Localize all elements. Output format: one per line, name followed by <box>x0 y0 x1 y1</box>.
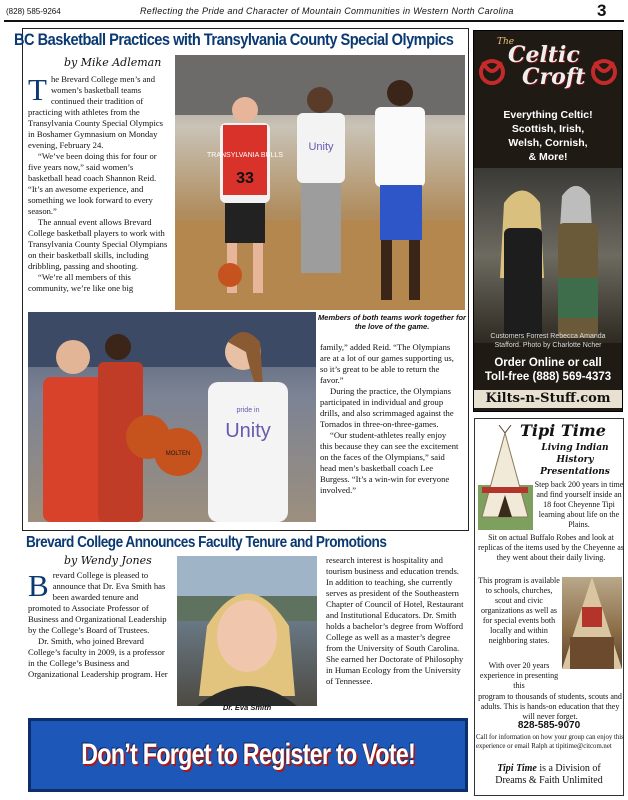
celtic-order-phone: Toll-free (888) 569-4373 <box>484 371 612 383</box>
article1-paragraph: During the practice, the Olympians participated in individual and group drills, and also scrimmaged against the Tornados in three-on-three-games. <box>320 386 454 429</box>
tipi-title: Tipi Time <box>520 421 606 440</box>
tipi-interior-photo <box>562 577 622 669</box>
celtic-order-line: Order Online or call <box>494 357 602 369</box>
header-tagline: Reflecting the Pride and Character of Mountain Communities in Western North Carolina <box>140 6 514 16</box>
tipi-description-2: Sit on actual Buffalo Robes and look at replicas of the items used by the Cheyenne as they went about their daily living. <box>478 533 624 562</box>
photo2-shirt-small: pride in <box>236 407 260 414</box>
photo2-illustration <box>28 312 316 522</box>
article2-dropcap: B <box>28 568 49 603</box>
tipi-footer-line2: Dreams & Faith Unlimited <box>495 775 603 786</box>
celtic-title-line2: Croft <box>522 64 586 90</box>
article1-photo-secondary <box>28 312 316 522</box>
photo2-ball-label: MOLTEN <box>165 451 191 457</box>
vote-banner-text: Don’t Forget to Register to Vote! <box>81 738 415 771</box>
celtic-title-line1: Celtic <box>508 42 580 68</box>
tipi-program-3: program to thousands of students, scouts and adults. This is hands-on education that they will never forget. <box>478 692 622 721</box>
article1-paragraph: family,” added Reid. “The Olympians are at a lot of our games supporting us, so it’s great to be able to return the favor.” <box>320 342 454 385</box>
header-phone: (828) 585-9264 <box>6 7 61 16</box>
article2-paragraph: revard College is pleased to announce that Dr. Eva Smith has been awarded tenure and promoted to Associate Professor of Business and Organizational Leadership by the College’s Board of Trustees. <box>28 570 167 635</box>
celtic-the: The <box>497 37 515 47</box>
tipi-footer-brand: Tipi Time <box>497 763 537 774</box>
tipi-program-2: With over 20 years experience in presenting this <box>479 661 559 690</box>
tipi-description: Step back 200 years in time and find yourself inside an 18 foot Cheyenne Tipi learning about life on the Plains. <box>534 480 624 529</box>
article1-title: BC Basketball Practices with Transylvania County Special Olympics <box>14 30 454 49</box>
article1-paragraph: “Our student-athletes really enjoy this because they can see the excitement on the faces of the Olympians,” said head men’s basketball coach Lee Burgess. “It’s a win-win for everyone involved.” <box>320 430 459 495</box>
tipi-subtitle-line: Living Indian <box>541 443 609 453</box>
header-rule <box>4 20 624 22</box>
article2-photo <box>177 556 317 706</box>
tipi-program: This program is available to schools, churches, scout and civic organizations as well as for special events both locally and within neighboring states. <box>478 576 560 645</box>
celtic-tagline <box>480 108 616 164</box>
article2-paragraph: Dr. Smith, who joined Brevard College’s faculty in 2009, is a professor in the College’s Business and Organizational Leadership program. Her <box>28 636 168 679</box>
article1-photo-main <box>175 55 465 310</box>
celtic-photo <box>474 168 622 343</box>
article1-column2 <box>320 342 460 496</box>
celtic-tagline-line: & More! <box>528 151 568 163</box>
article1-paragraph: he Brevard College men’s and women’s basketball teams continued their tradition of practicing with athletes from the Transylvania County Special Olympics in Boshamer Gymnasium on Monday evening, February 24. <box>28 74 164 150</box>
celtic-website: Kilts-n-Stuff.com <box>474 390 622 408</box>
article1-paragraph: “We’ve been doing this for four or five years now,” said women’s basketball head coach Shannon Reid. “It’s an awesome experience, and something we look forward to every season.” <box>28 151 157 216</box>
tipi-info: Call for information on how your group can enjoy this experience or email Ralph at tipitime@citcom.net <box>476 734 624 750</box>
celtic-order <box>474 356 622 384</box>
article1-paragraph: The annual event allows Brevard College basketball players to work with Transylvania County Special Olympians on their basketball skills, including dribbling, passing and shooting. <box>28 217 168 271</box>
celtic-tagline-line: Welsh, Cornish, <box>508 137 588 149</box>
article2-paragraph: research interest is hospitality and tourism business and education trends. In addition to teaching, she currently serves as president of the Southeastern Chapter of Council of Hotel, Restaurant and Institutional Educators. Dr. Smith holds a bachelor’s degree from Wofford College as well as a master’s degree from the University of South Carolina. She earned her Doctorate of Philosophy in Human Ecology from the University of Tennessee. <box>326 555 464 686</box>
celtic-tagline-line: Everything Celtic! <box>503 109 593 121</box>
article1-column1 <box>28 74 168 294</box>
celtic-photo-credit: Customers Forrest Rebecca Amanda Stafford. Photo by Charlotte Ncher <box>490 333 606 349</box>
article2-column2 <box>326 555 466 687</box>
article1-photo-caption: Members of both teams work together for the love of the game. <box>318 313 466 331</box>
tipi-phone: 828-585-9070 <box>517 720 581 731</box>
tipi-subtitle <box>530 442 620 478</box>
article2-column1 <box>28 570 168 680</box>
celtic-title <box>508 44 585 88</box>
article2-title: Brevard College Announces Faculty Tenure and Promotions <box>26 534 387 551</box>
photo1-jersey-number: 33 <box>236 170 254 187</box>
page-number: 3 <box>597 1 607 20</box>
tipi-footer <box>474 763 624 787</box>
photo1-illustration <box>175 55 465 310</box>
tipi-subtitle-line: History <box>556 455 594 465</box>
tipi-icon <box>478 425 533 530</box>
article1-paragraph: “We’re all members of this community, we’re like one big <box>28 272 134 293</box>
vote-banner <box>28 718 468 792</box>
celtic-tagline-line: Scottish, Irish, <box>511 123 585 135</box>
tipi-interior-illustration <box>562 577 622 669</box>
photo3-illustration <box>177 556 317 706</box>
celtic-photo-illustration <box>474 168 622 343</box>
tipi-subtitle-line: Presentations <box>540 467 610 477</box>
photo1-jersey-team: TRANSYLVANIA BULLS <box>207 152 283 159</box>
photo1-shirt-text: Unity <box>308 141 334 153</box>
tipi-footer-rest: is a Division of <box>536 763 601 774</box>
article1-dropcap: T <box>28 72 47 107</box>
article2-byline: by Wendy Jones <box>64 554 152 567</box>
article2-photo-caption: Dr. Eva Smith <box>222 703 272 712</box>
article1-byline: by Mike Adleman <box>64 56 162 69</box>
photo2-shirt-text: Unity <box>225 420 271 442</box>
